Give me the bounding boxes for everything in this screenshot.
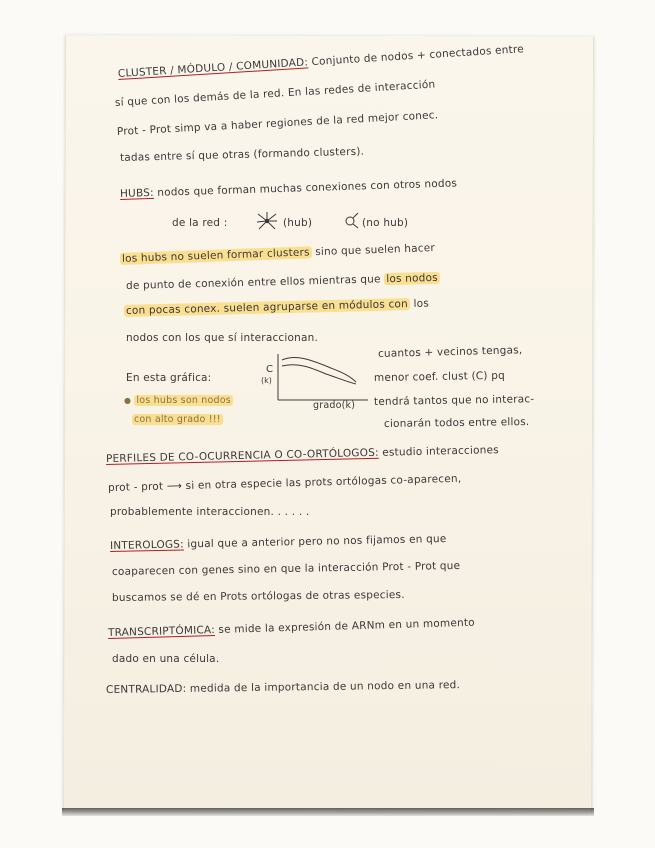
centralidad-text-1: medida de la importancia de un nodo en una red. — [189, 679, 461, 695]
hubs-line-2 — [172, 217, 227, 229]
interologs-line-2: coaparecen con genes sino en que la interacción Prot - Prot que — [111, 559, 461, 578]
graph-intro: En esta gráfica: — [126, 372, 212, 384]
perfiles-text-2: prot - prot — [107, 480, 164, 494]
hubs-clusters-line-4 — [126, 332, 318, 344]
graph-reason-line-4: cionarán todos entre ellos. — [383, 415, 530, 430]
cluster-title: CLUSTER / MÓDULO / COMUNIDAD: — [117, 56, 309, 80]
transcriptomica-title: TRANSCRIPTÓMICA: — [107, 624, 216, 639]
graph-y-label: C — [266, 364, 273, 375]
graph-reason-line-1: cuantos + vecinos tengas, — [377, 344, 523, 360]
hubs-text-2: de la red : — [172, 217, 228, 229]
graph-note-line-2 — [132, 414, 223, 425]
hubs-clusters-text-3: los — [413, 297, 430, 310]
hubs-text-1: nodos que forman muchas conexiones con otros nodos — [157, 177, 458, 199]
graph-note-highlight-1: los hubs son nodos — [136, 395, 231, 406]
perfiles-title: PERFILES DE CO-OCURRENCIA O CO-ORTÓLOGOS: — [105, 446, 379, 465]
page-shadow — [62, 808, 594, 816]
hubs-clusters-text-2: de punto de conexión entre ellos mientras que — [125, 273, 381, 292]
graph-note-line-1 — [124, 395, 233, 406]
graph-note-highlight-2: con alto grado !!! — [134, 414, 221, 425]
cluster-text-4: tadas entre sí que otras (formando clusters). — [119, 145, 365, 164]
cluster-text-1: Conjunto de nodos + conectados entre — [311, 43, 525, 69]
hub-node-icon — [256, 211, 278, 231]
perfiles-text-1: estudio interacciones — [382, 444, 500, 459]
circle-bullet-icon: ● — [124, 396, 132, 405]
interologs-line-3: buscamos se dé en Prots ortólogas de otras especies. — [111, 588, 405, 604]
centralidad-title: CENTRALIDAD: — [105, 682, 187, 696]
arrow-right-icon: ⟶ — [166, 480, 183, 493]
nonhub-label: (no hub) — [362, 217, 409, 229]
interologs-title: INTEROLOGS: — [109, 538, 184, 552]
perfiles-line-3: probablemente interaccionen. . . . . . — [110, 506, 310, 518]
hubs-clusters-highlight-1: los hubs no suelen formar clusters — [121, 246, 310, 265]
graph-y-sublabel: (k) — [261, 376, 272, 385]
graph-x-label: grado(k) — [313, 400, 356, 411]
hubs-clusters-text-1: sino que suelen hacer — [315, 242, 436, 259]
transcriptomica-text-1: se mide la expresión de ARNm en un momento — [218, 616, 475, 636]
graph-reason-line-2: menor coef. clust (C) pq — [373, 369, 506, 384]
perfiles-text-2b: si en otra especie las prots ortólogas co-aparecen, — [185, 472, 462, 492]
cluster-text-3: Prot - Prot simp va a haber regiones de la red mejor conec. — [116, 109, 439, 138]
graph-reason-line-3: tendrá tantos que no interac- — [373, 393, 535, 408]
cluster-text-2: sí que con los demás de la red. En las redes de interacción — [114, 78, 436, 109]
hubs-clusters-text-4: nodos con los que sí interaccionan. — [126, 332, 319, 344]
interologs-text-1: igual que a anterior pero no nos fijamos en que — [187, 532, 447, 551]
hubs-title: HUBS: — [119, 186, 154, 200]
transcriptomica-line-2: dado en una célula. — [112, 653, 220, 665]
hubs-clusters-highlight-3: con pocas conex. suelen agruparse en módulos con — [125, 298, 409, 317]
nonhub-node-icon — [343, 211, 359, 229]
hub-label: (hub) — [283, 217, 313, 229]
hubs-clusters-highlight-2: los nodos — [386, 271, 439, 286]
